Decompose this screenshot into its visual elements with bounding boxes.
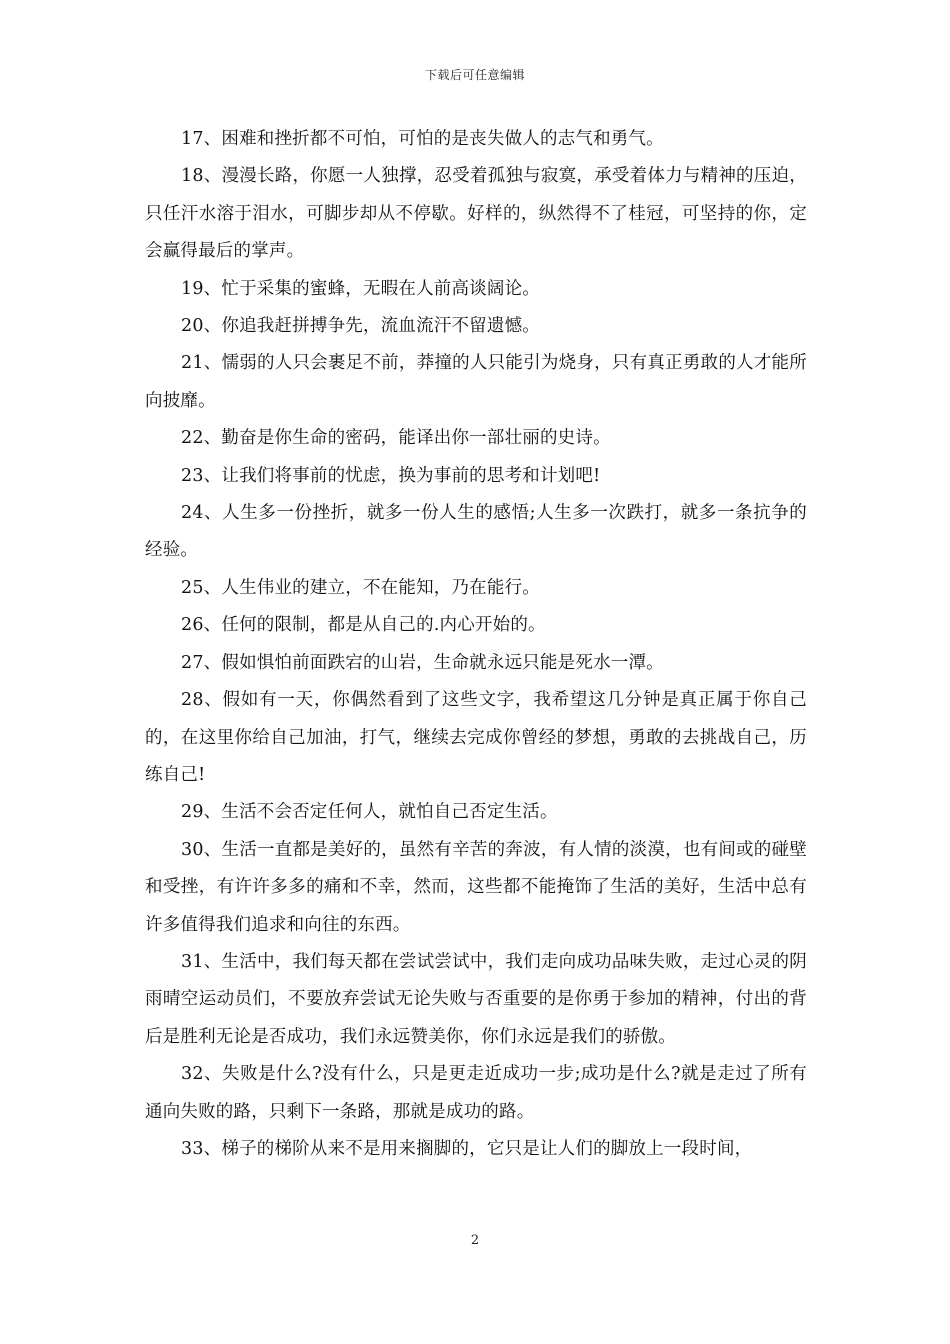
- paragraph-25: 25、人生伟业的建立，不在能知，乃在能行。: [181, 577, 540, 598]
- paragraph-20: 20、你追我赶拼搏争先，流血流汗不留遗憾。: [181, 316, 540, 337]
- page-number: 2: [470, 1233, 480, 1248]
- paragraph-19: 19、忙于采集的蜜蜂，无暇在人前高谈阔论。: [181, 278, 540, 299]
- paragraph-32: 32、失败是什么?没有什么，只是更走近成功一步;成功是什么?就是走过了所有通向失败的路，只剩下一条路，那就是成功的路。: [145, 1064, 807, 1122]
- paragraph-17: 17、困难和挫折都不可怕，可怕的是丧失做人的志气和勇气。: [181, 129, 664, 149]
- paragraph-33: 33、梯子的梯阶从来不是用来搁脚的，它只是让人们的脚放上一段时间，: [181, 1138, 753, 1159]
- paragraph-30: 30、生活一直都是美好的，虽然有辛苦的奔波，有人情的淡漠，也有间或的碰壁和受挫，有许许多多的痛和不幸，然而，这些都不能掩饰了生活的美好，生活中总有许多值得我们追求和向往的东西。: [145, 839, 807, 935]
- paragraph-27: 27、假如惧怕前面跌宕的山岩，生命就永远只能是死水一潭。: [181, 652, 664, 673]
- paragraph-31: 31、生活中，我们每天都在尝试尝试中，我们走向成功品味失败，走过心灵的阴雨晴空运动员们，不要放弃尝试无论失败与否重要的是你勇于参加的精神，付出的背后是胜利无论是否成功，我们永远赞美你，你们永远是我们的骄傲。: [145, 951, 807, 1047]
- paragraph-18: 18、漫漫长路，你愿一人独撑，忍受着孤独与寂寞，承受着体力与精神的压迫，只任汗水溶于泪水，可脚步却从不停歇。好样的，纵然得不了桂冠，可坚持的你，定会赢得最后的掌声。: [145, 166, 807, 262]
- page-header: 下载后可任意编辑: [424, 68, 525, 82]
- paragraph-23: 23、让我们将事前的忧虑，换为事前的思考和计划吧!: [181, 465, 601, 486]
- paragraph-29: 29、生活不会否定任何人，就怕自己否定生活。: [181, 802, 558, 823]
- paragraph-22: 22、勤奋是你生命的密码，能译出你一部壮丽的史诗。: [181, 428, 611, 449]
- paragraph-21: 21、懦弱的人只会裹足不前，莽撞的人只能引为烧身，只有真正勇敢的人才能所向披靡。: [145, 353, 807, 411]
- paragraph-28: 28、假如有一天，你偶然看到了这些文字，我希望这几分钟是真正属于你自己的，在这里你给自己加油，打气，继续去完成你曾经的梦想，勇敢的去挑战自己，历练自己!: [145, 690, 807, 785]
- document-body: [145, 121, 807, 1168]
- paragraph-26: 26、任何的限制，都是从自己的.内心开始的。: [181, 615, 546, 636]
- paragraph-24: 24、人生多一份挫折，就多一份人生的感悟;人生多一次跌打，就多一条抗争的经验。: [145, 503, 807, 561]
